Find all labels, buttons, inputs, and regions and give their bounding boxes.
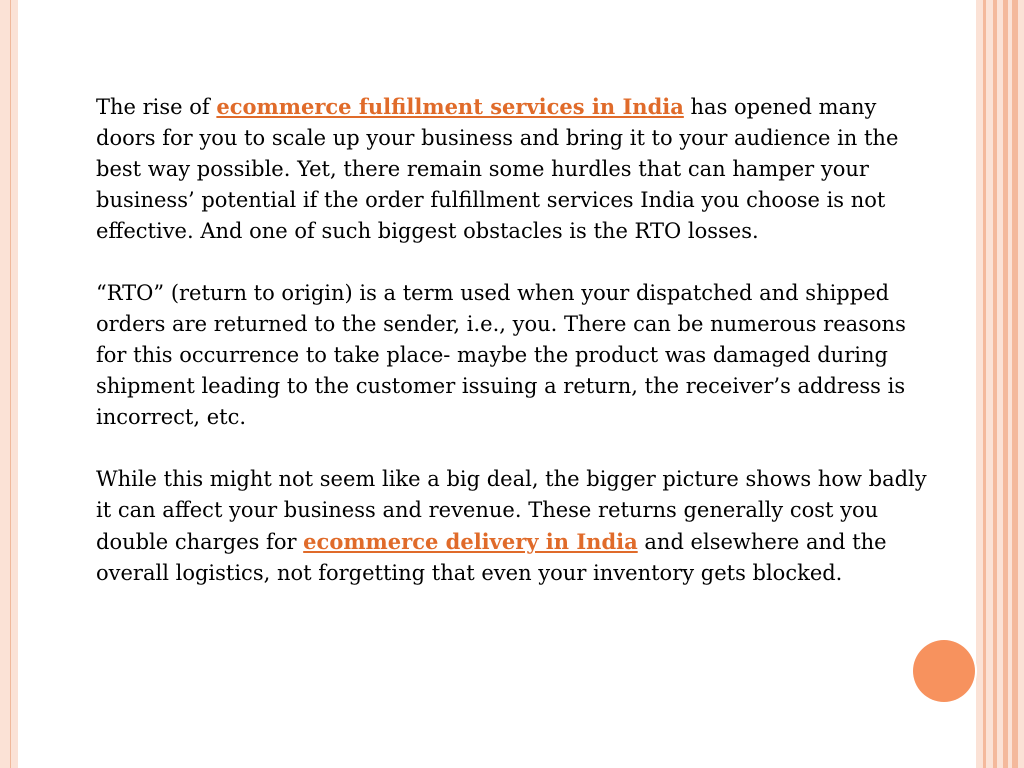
paragraph-3-before: While this might not seem like a big deal, the bigger picture shows how badly it can affect your business and revenue. These returns generally cost you double charges for xyxy=(96,467,927,554)
paragraph-3 xyxy=(96,464,936,589)
slide-body xyxy=(96,91,936,620)
left-border-line xyxy=(10,0,11,768)
right-stripe-1 xyxy=(983,0,986,768)
paragraph-1-after: has opened many doors for you to scale up your business and bring it to your audience in the best way possible. Yet, there remain some hurdles that can hamper your business’ potential if the order fulfillment services India you choose is not effective. And one of such biggest obstacles is the RTO losses. xyxy=(96,95,899,243)
link-ecommerce-fulfillment[interactable]: ecommerce fulfillment services in India xyxy=(216,94,684,119)
paragraph-3-after: and elsewhere and the overall logistics, not forgetting that even your inventory gets blocked. xyxy=(96,530,887,585)
right-stripe-2 xyxy=(993,0,997,768)
paragraph-2: “RTO” (return to origin) is a term used when your dispatched and shipped orders are returned to the sender, i.e., you. There can be numerous reasons for this occurrence to take place- maybe the product was damaged during shipment leading to the customer issuing a return, the receiver’s address is incorrect, etc. xyxy=(96,281,906,429)
right-stripe-4 xyxy=(1012,0,1018,768)
right-stripe-3 xyxy=(1003,0,1008,768)
left-border xyxy=(0,0,18,768)
paragraph-1 xyxy=(96,91,936,247)
paragraph-1-before: The rise of xyxy=(96,95,217,119)
accent-circle xyxy=(913,640,975,702)
link-ecommerce-delivery[interactable]: ecommerce delivery in India xyxy=(303,529,638,554)
